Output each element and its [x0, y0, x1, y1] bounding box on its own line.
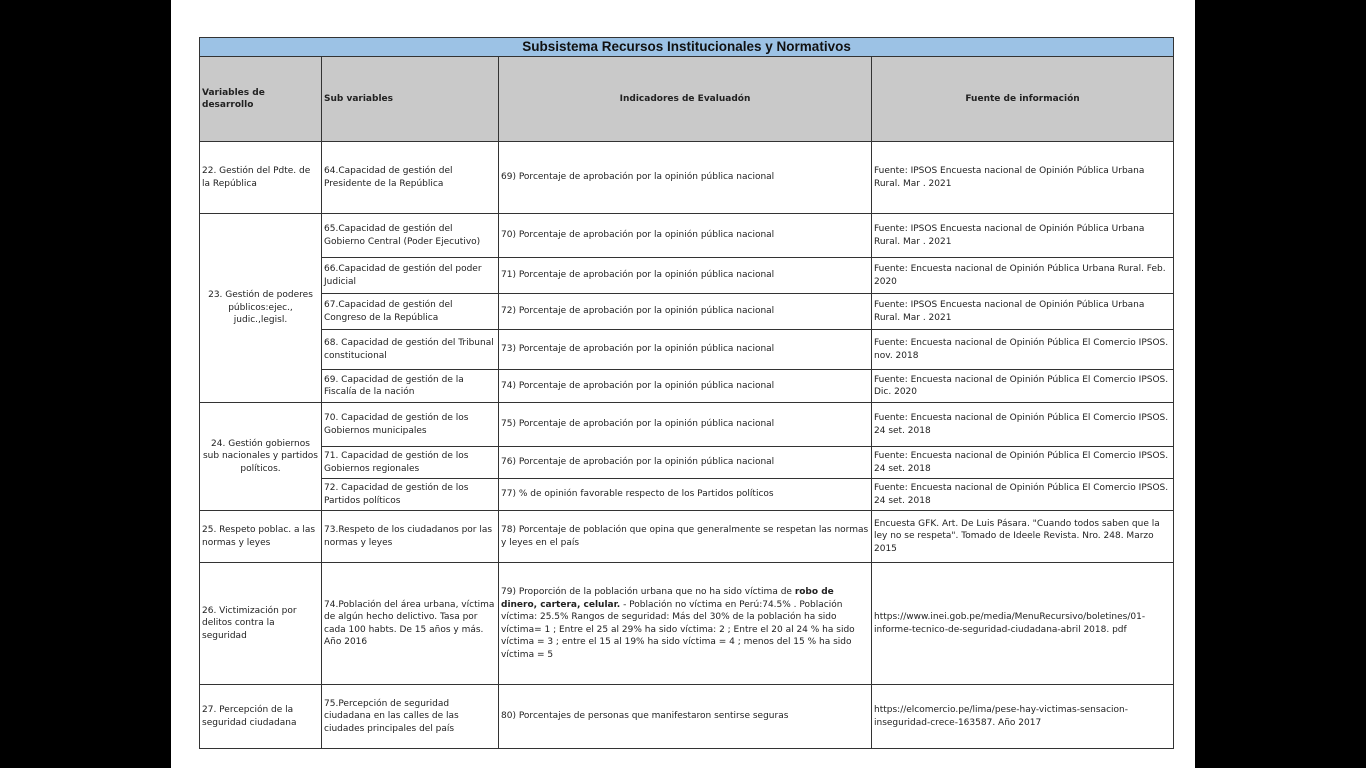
variable-cell: 25. Respeto poblac. a las normas y leyes — [200, 511, 322, 563]
source-cell: Encuesta GFK. Art. De Luis Pásara. "Cuando todos saben que la ley no se respeta". Tomado de Ideele Revista. Nro. 248. Marzo 2015 — [872, 511, 1174, 563]
table-row — [200, 479, 1174, 511]
sub-variable-cell: 66.Capacidad de gestión del poder Judicial — [322, 258, 499, 294]
header-sub-variables: Sub variables — [322, 57, 499, 142]
sub-variable-cell: 68. Capacidad de gestión del Tribunal constitucional — [322, 330, 499, 370]
table-row — [200, 685, 1174, 749]
source-cell: Fuente: Encuesta nacional de Opinión Pública El Comercio IPSOS. 24 set. 2018 — [872, 479, 1174, 511]
indicator-text-cont: - Población no víctima en Perú:74.5% . Población víctima: 25.5% Rangos de seguridad: Más del 30% de la población ha sido víctima= 1 ; Entre el 25 al 29% ha sido víctima: 2 ; Entre el 20 al 24 % ha sido víctima = 3 ; entre el 15 al 19% ha sido víctima = 4 ; menos del 15 % ha sido víctima = 5 — [501, 599, 855, 660]
title-row — [200, 38, 1174, 57]
source-cell: Fuente: Encuesta nacional de Opinión Pública Urbana Rural. Feb. 2020 — [872, 258, 1174, 294]
variable-cell: 24. Gestión gobiernos sub nacionales y partidos políticos. — [200, 403, 322, 511]
table-row — [200, 563, 1174, 685]
sub-variable-cell: 74.Población del área urbana, víctima de algún hecho delictivo. Tasa por cada 100 habts. De 15 años y más. Año 2016 — [322, 563, 499, 685]
table-row — [200, 511, 1174, 563]
indicator-cell: 71) Porcentaje de aprobación por la opinión pública nacional — [499, 258, 872, 294]
indicator-text: 79) Proporción de la población urbana que no ha sido víctima de — [501, 587, 795, 597]
variable-cell: 23. Gestión de poderes públicos:ejec., judic.,legisl. — [200, 214, 322, 403]
indicator-cell: 69) Porcentaje de aprobación por la opinión pública nacional — [499, 142, 872, 214]
table-row — [200, 142, 1174, 214]
table-row — [200, 330, 1174, 370]
indicator-cell: 80) Porcentajes de personas que manifestaron sentirse seguras — [499, 685, 872, 749]
header-variables: Variables de desarrollo — [200, 57, 322, 142]
header-indicadores: Indicadores de Evaluadón — [499, 57, 872, 142]
variable-cell: 27. Percepción de la seguridad ciudadana — [200, 685, 322, 749]
variable-cell: 22. Gestión del Pdte. de la República — [200, 142, 322, 214]
sub-variable-cell: 70. Capacidad de gestión de los Gobiernos municipales — [322, 403, 499, 447]
table-row — [200, 258, 1174, 294]
indicator-cell: 74) Porcentaje de aprobación por la opinión pública nacional — [499, 370, 872, 403]
source-cell: https://elcomercio.pe/lima/pese-hay-victimas-sensacion-inseguridad-crece-163587. Año 2017 — [872, 685, 1174, 749]
indicator-cell: 70) Porcentaje de aprobación por la opinión pública nacional — [499, 214, 872, 258]
sub-variable-cell: 64.Capacidad de gestión del Presidente de la República — [322, 142, 499, 214]
header-fuente: Fuente de información — [872, 57, 1174, 142]
source-cell: Fuente: IPSOS Encuesta nacional de Opinión Pública Urbana Rural. Mar . 2021 — [872, 142, 1174, 214]
source-cell: Fuente: IPSOS Encuesta nacional de Opinión Pública Urbana Rural. Mar . 2021 — [872, 214, 1174, 258]
table-row — [200, 403, 1174, 447]
source-cell: Fuente: IPSOS Encuesta nacional de Opinión Pública Urbana Rural. Mar . 2021 — [872, 294, 1174, 330]
sub-variable-cell: 75.Percepción de seguridad ciudadana en las calles de las ciudades principales del país — [322, 685, 499, 749]
indicator-cell: 77) % de opinión favorable respecto de los Partidos políticos — [499, 479, 872, 511]
source-cell: Fuente: Encuesta nacional de Opinión Pública El Comercio IPSOS. Dic. 2020 — [872, 370, 1174, 403]
indicators-table — [199, 37, 1174, 749]
indicator-cell — [499, 563, 872, 685]
sub-variable-cell: 73.Respeto de los ciudadanos por las normas y leyes — [322, 511, 499, 563]
indicator-bold-text: robo de dinero, cartera, celular. — [501, 587, 834, 610]
source-cell: Fuente: Encuesta nacional de Opinión Pública El Comercio IPSOS. nov. 2018 — [872, 330, 1174, 370]
source-cell: https://www.inei.gob.pe/media/MenuRecursivo/boletines/01-informe-tecnico-de-seguridad-ciudadana-abril 2018. pdf — [872, 563, 1174, 685]
indicator-cell: 78) Porcentaje de población que opina que generalmente se respetan las normas y leyes en el país — [499, 511, 872, 563]
sub-variable-cell: 67.Capacidad de gestión del Congreso de la República — [322, 294, 499, 330]
indicator-cell: 76) Porcentaje de aprobación por la opinión pública nacional — [499, 447, 872, 479]
source-cell: Fuente: Encuesta nacional de Opinión Pública El Comercio IPSOS. 24 set. 2018 — [872, 447, 1174, 479]
table-title: Subsistema Recursos Institucionales y Normativos — [200, 38, 1174, 57]
table-row — [200, 214, 1174, 258]
sub-variable-cell: 72. Capacidad de gestión de los Partidos políticos — [322, 479, 499, 511]
sub-variable-cell: 71. Capacidad de gestión de los Gobiernos regionales — [322, 447, 499, 479]
slide — [171, 0, 1195, 768]
indicator-cell: 73) Porcentaje de aprobación por la opinión pública nacional — [499, 330, 872, 370]
table-row — [200, 294, 1174, 330]
table-row — [200, 447, 1174, 479]
table-row — [200, 370, 1174, 403]
sub-variable-cell: 65.Capacidad de gestión del Gobierno Central (Poder Ejecutivo) — [322, 214, 499, 258]
sub-variable-cell: 69. Capacidad de gestión de la Fiscalía de la nación — [322, 370, 499, 403]
source-cell: Fuente: Encuesta nacional de Opinión Pública El Comercio IPSOS. 24 set. 2018 — [872, 403, 1174, 447]
indicator-cell: 72) Porcentaje de aprobación por la opinión pública nacional — [499, 294, 872, 330]
indicator-cell: 75) Porcentaje de aprobación por la opinión pública nacional — [499, 403, 872, 447]
variable-cell: 26. Victimización por delitos contra la seguridad — [200, 563, 322, 685]
header-row — [200, 57, 1174, 142]
